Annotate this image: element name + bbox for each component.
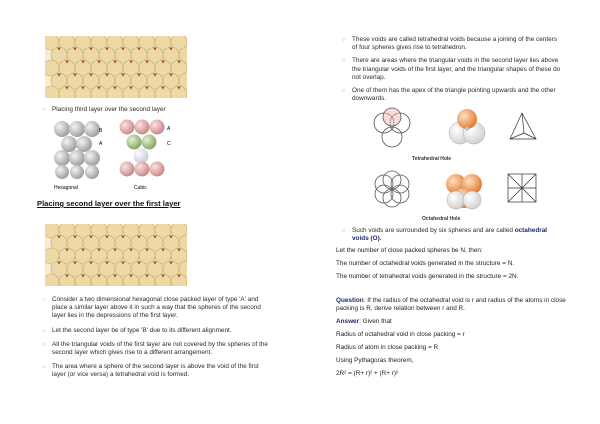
right-bullet-1-text: These voids are called tetrahedral voids because a joining of the centers of four spheres gives rise to tetrahedron. xyxy=(352,36,557,52)
octahedral-bullet-text: Such voids are surrounded by six spheres and are called xyxy=(352,227,513,234)
bullet-marker: ○ xyxy=(42,107,46,113)
bullet-marker: ○ xyxy=(42,327,46,334)
right-bullet-2 xyxy=(342,57,564,82)
bullet-marker: ○ xyxy=(342,58,346,65)
line-octahedral-count: The number of octahedral voids generated in the structure = N. xyxy=(336,260,515,267)
hexagonal-layer-figure-top xyxy=(45,36,187,98)
right-body-text xyxy=(336,247,566,378)
left-bullet-3 xyxy=(42,340,272,357)
line-tetrahedral-count: The number of tetrahedral voids generated in the structure = 2N. xyxy=(336,273,519,280)
bullet-marker: ○ xyxy=(342,37,346,43)
right-bullet-1 xyxy=(342,36,564,52)
given-r: Radius of octahedral void in close packing = r xyxy=(336,331,465,338)
tetra-outline-circles xyxy=(374,108,410,147)
left-bullet-1-text: Consider a two dimensional hexagonal close packed layer of type 'A' and place a similar layer above it in such a way that the spheres of the second layer lies in the depressions of the first layer. xyxy=(52,296,261,320)
left-bullet-3-text: All the triangular voids of the first layer are not covered by the spheres of the second layer which gives rise to a different arrangement. xyxy=(52,340,268,357)
left-bullet-2 xyxy=(42,326,272,335)
section-heading: Placing second layer over the first layer xyxy=(37,199,181,208)
answer-label: Answer xyxy=(336,318,360,325)
right-bullet-octahedral xyxy=(342,227,564,243)
label-c-cubic: C xyxy=(167,141,171,147)
tetrahedral-hole-figure xyxy=(372,105,552,165)
left-bullet-4-text: The area where a sphere of the second layer is above the void of the first layer (or vice versa) a tetrahedral void is formed. xyxy=(52,363,259,379)
octahedron-icon xyxy=(508,174,536,202)
label-a-mid: A xyxy=(99,141,103,147)
octahedral-caption: Octahedral Hole xyxy=(422,216,461,222)
tetrahedral-caption: Tetrahedral Hole xyxy=(412,156,452,162)
left-bullet-4 xyxy=(42,363,272,379)
pythagoras-line: Using Pythagoras theorem, xyxy=(336,357,414,364)
answer-text: : Given that xyxy=(359,318,392,325)
left-bullet-1 xyxy=(42,296,272,321)
hexagonal-layer-figure-bottom xyxy=(45,224,187,286)
question-block xyxy=(336,297,566,313)
octa-spheres xyxy=(446,174,482,209)
layer-stacking-figure xyxy=(52,117,192,192)
cubic-stack xyxy=(120,120,165,177)
answer-block xyxy=(336,318,566,326)
line-n-spheres: Let the number of close packed spheres be N, then: xyxy=(336,247,483,254)
bullet-marker: ○ xyxy=(42,364,46,371)
right-bullet-3-text: One of them has the apex of the triangle pointing upwards and the other downwards. xyxy=(352,87,556,103)
label-a-cubic-top: A xyxy=(167,126,171,132)
octa-outline-circles xyxy=(375,171,409,207)
equation-line: 2R² = (R+ r)² + (R+ r)² xyxy=(336,370,399,377)
octahedral-hole-figure xyxy=(372,170,552,226)
label-b-top: B xyxy=(99,128,103,134)
bullet-marker: ○ xyxy=(42,341,46,348)
question-label: Question xyxy=(336,297,364,304)
hexagonal-stack xyxy=(54,121,100,179)
given-big-r: Radius of atom in close packing = R xyxy=(336,344,439,351)
bullet-third-layer xyxy=(42,106,202,114)
bullet-marker: ○ xyxy=(42,297,46,303)
question-text: : If the radius of the octahedral void is r and radius of the atoms in close packing is R, derive relation between r and R. xyxy=(336,297,566,312)
tetrahedron-icon xyxy=(510,113,536,139)
tetra-spheres xyxy=(449,109,485,144)
right-bullet-2-text: There are areas where the triangular voids in the second layer lies above the triangular voids of the first layer, and the triangular shapes of these do not overlap. xyxy=(352,57,561,81)
left-bullet-2-text: Let the second layer be of type 'B' due to its different alignment. xyxy=(52,326,232,334)
right-bullet-3 xyxy=(342,87,564,103)
bullet-marker: ○ xyxy=(342,228,346,234)
bullet-third-layer-text: Placing third layer over the second layer xyxy=(52,106,166,113)
label-hexagonal: Hexagonal xyxy=(54,185,78,191)
left-bullet-list xyxy=(42,296,272,380)
label-cubic: Cubic xyxy=(134,185,147,191)
octahedral-bullet-bold: octahedral voids (O). xyxy=(352,227,548,243)
bullet-marker: ○ xyxy=(342,88,346,95)
right-bullet-list xyxy=(342,36,564,103)
